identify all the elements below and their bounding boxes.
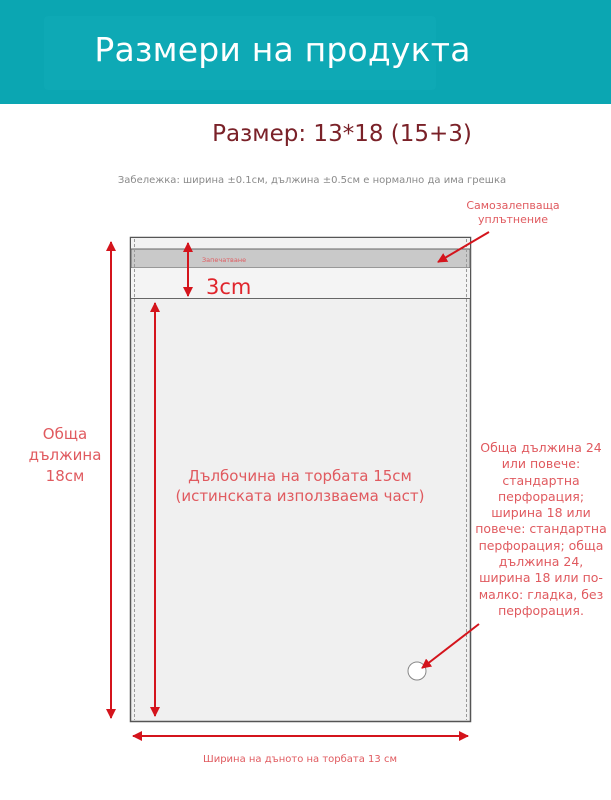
depth-label-line1: Дълбочина на торбата 15см [188, 467, 412, 485]
tolerance-note: Забележка: ширина ±0.1см, дължина ±0.5см е нормално да има грешка [117, 175, 507, 186]
perforation-note: Обща дължина 24 или повече: стандартна перфорация; ширина 18 или повече: стандартна перфорация; обща дължина 24, ширина 18 или по-малко: гладка, без перфорация. [475, 440, 607, 618]
flap-height-label: 3cm [206, 275, 252, 299]
size-title: Размер: 13*18 (15+3) [212, 121, 472, 147]
total-length-label: Обща дължина 18см [28, 425, 102, 485]
page-title: Размери на продукта [94, 30, 471, 69]
bottom-width-label: Ширина на дъното на торбата 13 см [203, 754, 397, 765]
seal-band-label: Запечатване [202, 256, 247, 264]
depth-label [160, 466, 440, 506]
seal-callout-label: Самозалепваща уплътнение [466, 199, 560, 226]
hang-hole-icon [408, 662, 426, 680]
depth-label-line2: (истинската използваема част) [175, 487, 425, 505]
